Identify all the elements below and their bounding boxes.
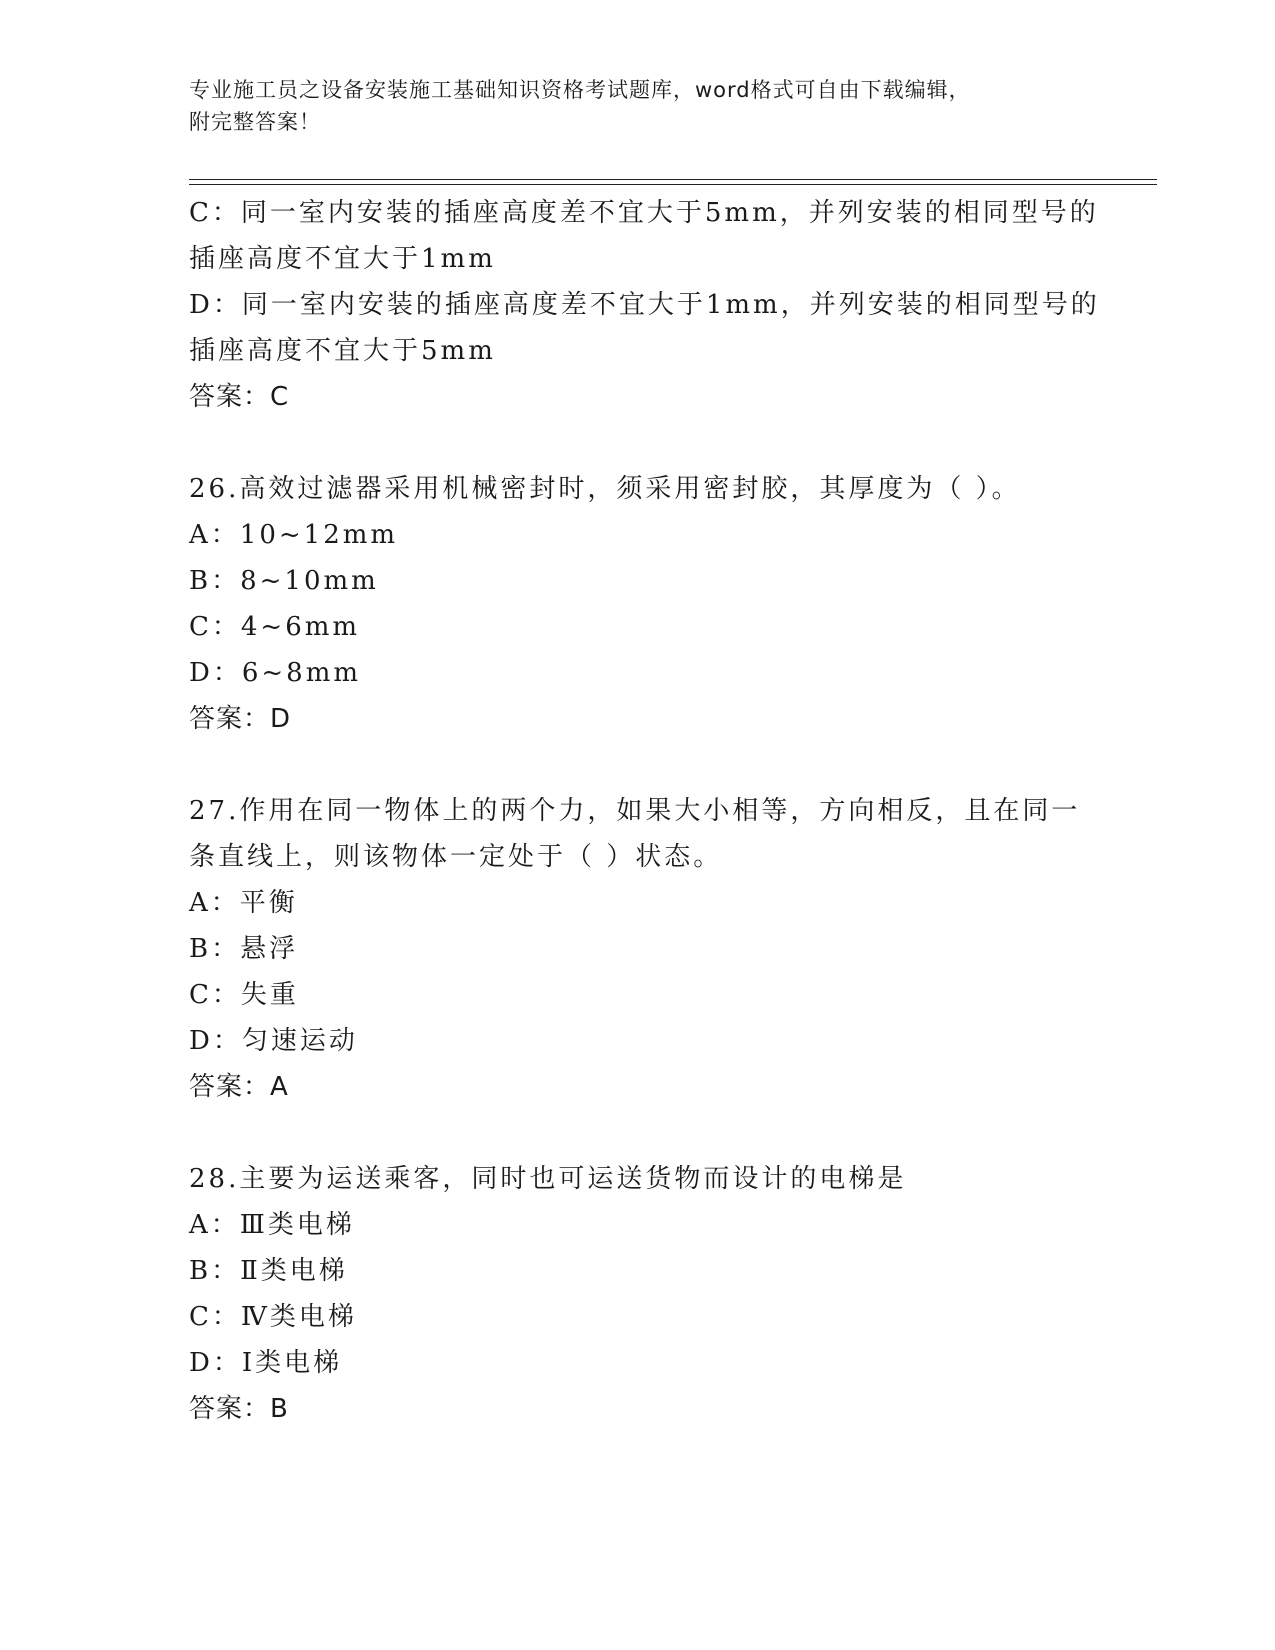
answer: 答案：B <box>189 1394 289 1424</box>
header-divider-top <box>189 179 1157 180</box>
option-a: A：平衡 <box>189 888 298 918</box>
option-c: C：失重 <box>189 980 299 1010</box>
option-d-line-2: 插座高度不宜大于5mm <box>189 336 496 366</box>
answer: 答案：D <box>189 704 292 734</box>
answer: 答案：A <box>189 1072 289 1102</box>
spacer <box>189 420 1089 466</box>
option-c: C：Ⅳ类电梯 <box>189 1302 357 1332</box>
header-title-line-2: 附完整答案！ <box>189 110 321 134</box>
option-b: B：Ⅱ类电梯 <box>189 1256 348 1286</box>
question-text-line-1: 27.作用在同一物体上的两个力，如果大小相等，方向相反，且在同一 <box>189 796 1081 826</box>
option-d: D：匀速运动 <box>189 1026 358 1056</box>
option-d: D：Ⅰ类电梯 <box>189 1348 343 1378</box>
option-b: B：悬浮 <box>189 934 299 964</box>
question-text-line-2: 条直线上，则该物体一定处于（ ）状态。 <box>189 842 723 872</box>
option-c-line-2: 插座高度不宜大于1mm <box>189 244 496 274</box>
question-text: 28.主要为运送乘客，同时也可运送货物而设计的电梯是 <box>189 1164 907 1194</box>
document-header <box>189 74 1089 138</box>
header-title-line-1: 专业施工员之设备安装施工基础知识资格考试题库，word格式可自由下载编辑， <box>189 78 971 102</box>
option-c-line-1: C：同一室内安装的插座高度差不宜大于5mm，并列安装的相同型号的 <box>189 198 1099 228</box>
option-d: D：6~8mm <box>189 658 362 688</box>
question-26 <box>189 466 1089 742</box>
header-divider-bottom <box>189 184 1157 185</box>
spacer <box>189 1110 1089 1156</box>
question-text: 26.高效过滤器采用机械密封时，须采用密封胶，其厚度为（ ）。 <box>189 474 1021 504</box>
option-b: B：8~10mm <box>189 566 379 596</box>
question-list <box>189 190 1100 1432</box>
option-a: A：Ⅲ类电梯 <box>189 1210 355 1240</box>
option-c: C：4~6mm <box>189 612 361 642</box>
answer: 答案：C <box>189 382 290 412</box>
spacer <box>189 742 1089 788</box>
question-27 <box>189 788 1089 1110</box>
option-d-line-1: D：同一室内安装的插座高度差不宜大于1mm，并列安装的相同型号的 <box>189 290 1100 320</box>
option-a: A：10~12mm <box>189 520 399 550</box>
question-25-continuation <box>189 190 1100 420</box>
question-28 <box>189 1156 1089 1432</box>
